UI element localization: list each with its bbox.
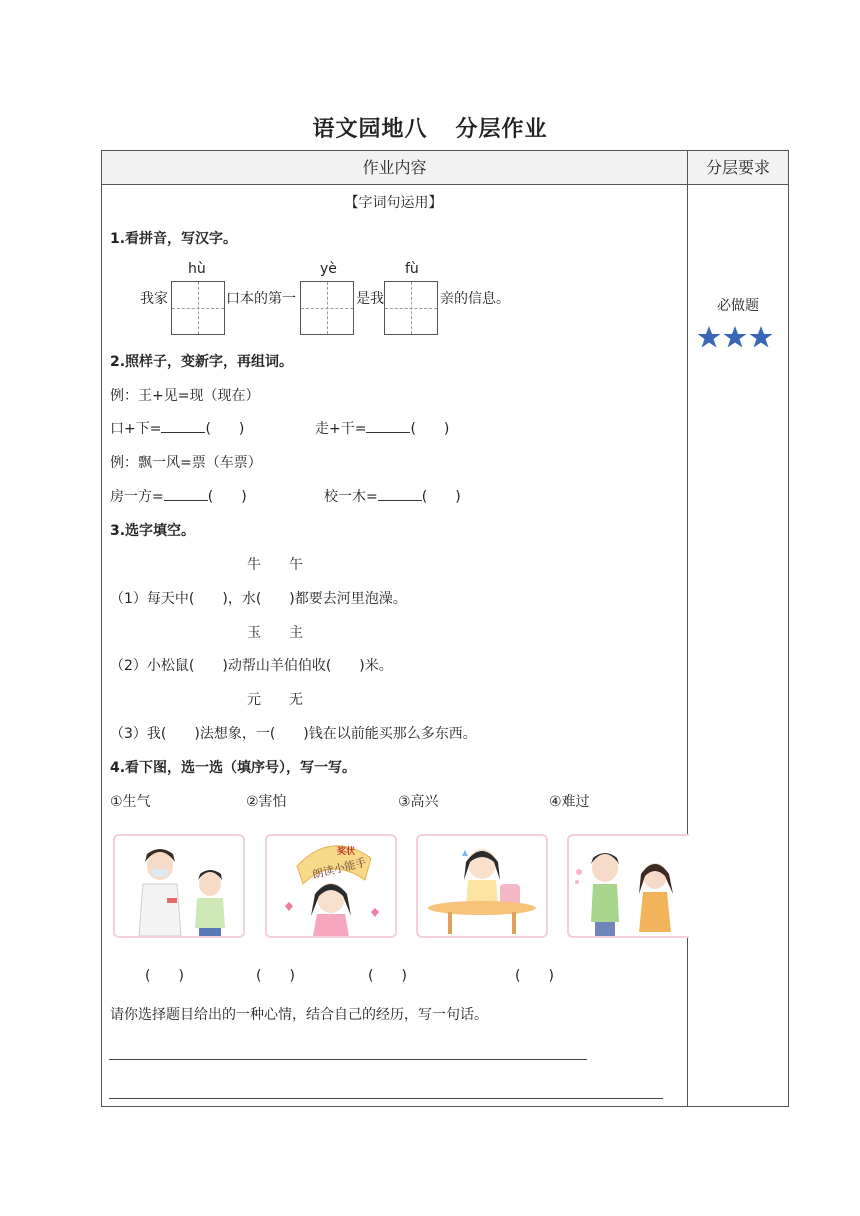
picture-doctor-boy bbox=[113, 834, 245, 938]
q2-example-1: 例：王+见=现（现在） bbox=[110, 388, 260, 404]
q3-heading: 3.选字填空。 bbox=[110, 523, 196, 539]
banner-text: 朗读小能手 bbox=[311, 855, 368, 882]
q3-sentence-3: （3）我( )法想象，一( )钱在以前能买那么多东西。 bbox=[110, 726, 477, 742]
q2-heading: 2.照样子，变新字，再组词。 bbox=[110, 354, 294, 370]
option-3: ③高兴 bbox=[398, 794, 439, 810]
q3-sentence-2: （2）小松鼠( )动帮山羊伯伯收( )米。 bbox=[110, 658, 393, 674]
q4-heading: 4.看下图，选一选（填序号），写一写。 bbox=[110, 760, 357, 776]
pinyin-ye: yè bbox=[320, 261, 337, 277]
option-4: ④难过 bbox=[549, 794, 590, 810]
q3-pair-3: 元 无 bbox=[247, 692, 303, 708]
answer-blank[interactable] bbox=[161, 420, 205, 433]
writing-line-1[interactable] bbox=[109, 1059, 587, 1060]
answer-paren-2[interactable]: ( ) bbox=[256, 968, 295, 984]
q1-text-4: 亲的信息。 bbox=[440, 291, 510, 307]
char-box-2[interactable] bbox=[300, 281, 354, 335]
header-level: 分层要求 bbox=[705, 158, 770, 177]
q2-item-1b: 走+干= ( ) bbox=[315, 421, 450, 437]
q2-item-2a: 房一方= ( ) bbox=[110, 489, 247, 505]
picture-girl-crying bbox=[416, 834, 548, 938]
header-content: 作业内容 bbox=[362, 158, 427, 177]
q1-text-3: 是我 bbox=[356, 291, 384, 307]
q2-item-2b: 校一木= ( ) bbox=[324, 489, 461, 505]
writing-line-2[interactable] bbox=[109, 1098, 663, 1099]
char-box-1[interactable] bbox=[171, 281, 225, 335]
answer-paren-1[interactable]: ( ) bbox=[145, 968, 184, 984]
q2-item-1a: 口+下= ( ) bbox=[110, 421, 245, 437]
picture-girl-award bbox=[265, 834, 397, 938]
q1-heading: 1.看拼音，写汉字。 bbox=[110, 231, 238, 247]
banner-badge: 奖状 bbox=[337, 847, 356, 857]
option-2: ②害怕 bbox=[246, 794, 287, 810]
q3-pair-1: 牛 午 bbox=[247, 557, 303, 573]
pinyin-hu: hù bbox=[188, 261, 206, 277]
picture-two-children bbox=[567, 834, 689, 938]
star-icon bbox=[723, 325, 747, 349]
level-label: 必做题 bbox=[717, 298, 759, 314]
page-title: 语文园地八 分层作业 bbox=[312, 117, 548, 142]
writing-prompt: 请你选择题目给出的一种心情，结合自己的经历，写一句话。 bbox=[110, 1007, 488, 1023]
char-box-3[interactable] bbox=[384, 281, 438, 335]
pinyin-fu: fù bbox=[405, 261, 419, 277]
q1-text-1: 我家 bbox=[140, 291, 168, 307]
option-1: ①生气 bbox=[110, 794, 151, 810]
answer-paren-3[interactable]: ( ) bbox=[368, 968, 407, 984]
star-icon bbox=[749, 325, 773, 349]
q1-text-2: 口本的第一 bbox=[226, 291, 296, 307]
star-icon bbox=[697, 325, 721, 349]
q3-pair-2: 玉 主 bbox=[247, 625, 303, 641]
answer-paren-4[interactable]: ( ) bbox=[515, 968, 554, 984]
section-heading: 【字词句运用】 bbox=[344, 195, 443, 211]
answer-blank[interactable] bbox=[366, 420, 410, 433]
answer-blank[interactable] bbox=[164, 488, 208, 501]
q3-sentence-1: （1）每天中( )，水( )都要去河里泡澡。 bbox=[110, 591, 407, 607]
q2-example-2: 例：飘一风=票（车票） bbox=[110, 455, 262, 471]
answer-blank[interactable] bbox=[378, 488, 422, 501]
